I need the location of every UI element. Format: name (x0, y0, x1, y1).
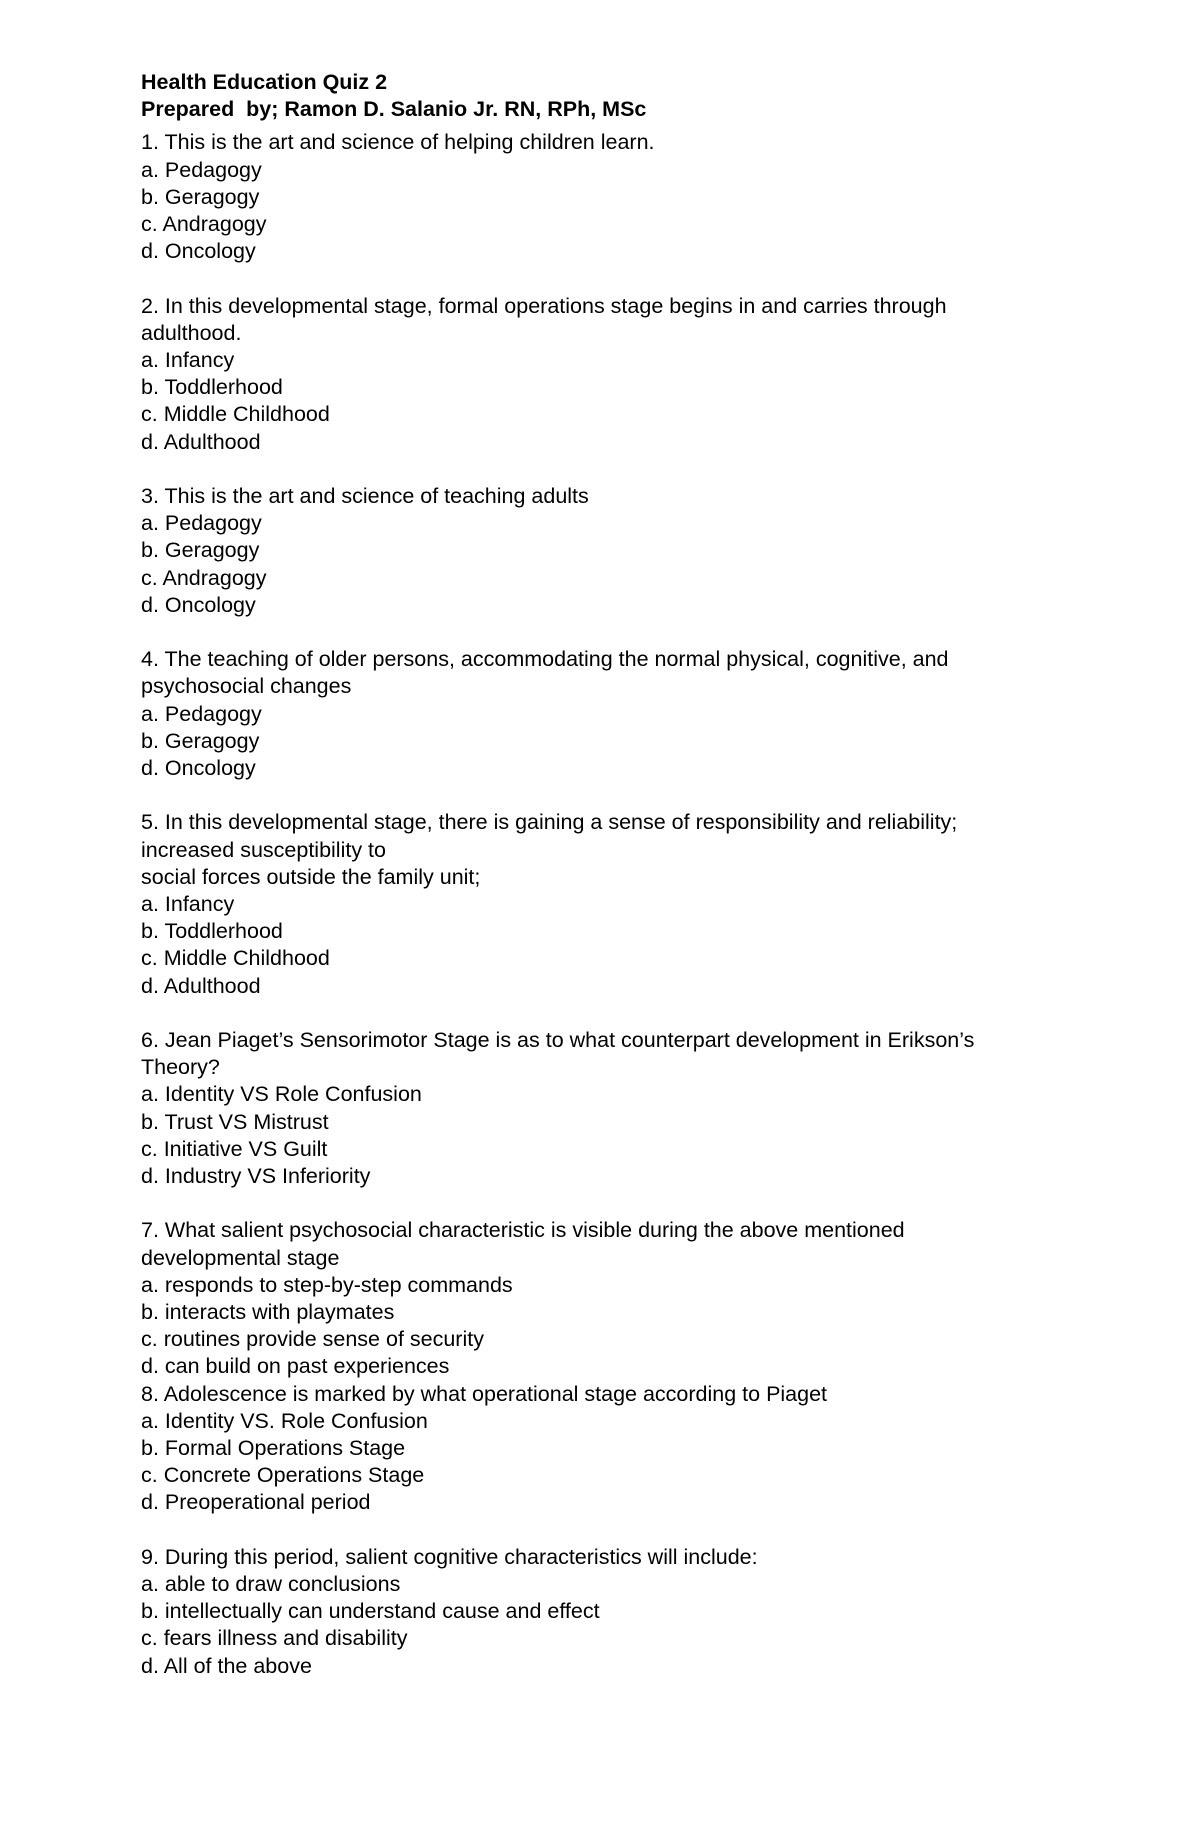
answer-option: b. Geragogy (141, 728, 260, 753)
answer-option: d. can build on past experiences (141, 1354, 450, 1379)
answer-option: b. Formal Operations Stage (141, 1436, 406, 1461)
question-text-line: 8. Adolescence is marked by what operational stage according to Piaget (141, 1381, 828, 1406)
question-text-line: developmental stage (141, 1245, 340, 1270)
question-text-line: 3. This is the art and science of teaching adults (141, 484, 589, 509)
answer-option: b. intellectually can understand cause and effect (141, 1599, 600, 1624)
question-text-line: 7. What salient psychosocial characteristic is visible during the above mentioned (141, 1218, 905, 1243)
answer-option: c. Andragogy (141, 212, 267, 237)
question-text-line: 9. During this period, salient cognitive characteristics will include: (141, 1544, 758, 1569)
answer-option: a. Identity VS. Role Confusion (141, 1408, 428, 1433)
question-gap (141, 265, 1101, 292)
question-text-line: 4. The teaching of older persons, accommodating the normal physical, cognitive, and (141, 647, 949, 672)
question-5 (141, 809, 1101, 999)
question-text-line: Theory? (141, 1055, 220, 1080)
answer-option: d. Adulthood (141, 973, 261, 998)
answer-option: a. Pedagogy (141, 157, 262, 182)
question-4 (141, 646, 1101, 782)
question-gap (141, 456, 1101, 483)
answer-option: c. Andragogy (141, 565, 267, 590)
question-gap (141, 782, 1101, 809)
question-gap (141, 1000, 1101, 1027)
answer-option: c. Middle Childhood (141, 946, 330, 971)
question-text-line: 5. In this developmental stage, there is gaining a sense of responsibility and reliability; (141, 810, 958, 835)
answer-option: a. Pedagogy (141, 511, 262, 536)
answer-option: c. Middle Childhood (141, 402, 330, 427)
answer-option: d. All of the above (141, 1653, 312, 1678)
question-text-line: 6. Jean Piaget’s Sensorimotor Stage is as to what counterpart development in Erikson’s (141, 1028, 975, 1053)
answer-option: b. Toddlerhood (141, 375, 283, 400)
author-line: Prepared by; Ramon D. Salanio Jr. RN, RPh, MSc (141, 97, 647, 122)
question-text-line: adulthood. (141, 320, 242, 345)
answer-option: b. Trust VS Mistrust (141, 1109, 329, 1134)
question-gap (141, 619, 1101, 646)
answer-option: d. Preoperational period (141, 1490, 371, 1515)
answer-option: d. Adulthood (141, 429, 261, 454)
answer-option: a. able to draw conclusions (141, 1572, 401, 1597)
answer-option: d. Industry VS Inferiority (141, 1164, 371, 1189)
question-text-line: increased susceptibility to (141, 837, 386, 862)
answer-option: a. Infancy (141, 892, 235, 917)
question-list (141, 129, 1101, 1679)
answer-option: d. Oncology (141, 592, 256, 617)
answer-option: c. Initiative VS Guilt (141, 1136, 328, 1161)
question-9 (141, 1544, 1101, 1680)
answer-option: c. fears illness and disability (141, 1626, 408, 1651)
question-gap (141, 1517, 1101, 1544)
quiz-title: Health Education Quiz 2 (141, 70, 388, 94)
question-text-line: social forces outside the family unit; (141, 864, 481, 889)
question-1 (141, 129, 1101, 265)
question-6 (141, 1027, 1101, 1190)
answer-option: c. Concrete Operations Stage (141, 1463, 425, 1488)
question-7 (141, 1217, 1101, 1380)
answer-option: b. Geragogy (141, 184, 260, 209)
question-8 (141, 1381, 1101, 1517)
answer-option: a. responds to step-by-step commands (141, 1272, 513, 1297)
document-page (141, 69, 1101, 1680)
question-text-line: psychosocial changes (141, 674, 352, 699)
question-3 (141, 483, 1101, 619)
answer-option: b. Geragogy (141, 538, 260, 563)
answer-option: b. interacts with playmates (141, 1300, 395, 1325)
question-text-line: 2. In this developmental stage, formal operations stage begins in and carries through (141, 293, 947, 318)
answer-option: a. Infancy (141, 348, 235, 373)
answer-option: d. Oncology (141, 756, 256, 781)
answer-option: a. Identity VS Role Confusion (141, 1082, 422, 1107)
answer-option: a. Pedagogy (141, 701, 262, 726)
answer-option: b. Toddlerhood (141, 919, 283, 944)
question-text-line: 1. This is the art and science of helping children learn. (141, 130, 655, 155)
answer-option: d. Oncology (141, 239, 256, 264)
question-2 (141, 293, 1101, 456)
answer-option: c. routines provide sense of security (141, 1327, 484, 1352)
question-gap (141, 1190, 1101, 1217)
